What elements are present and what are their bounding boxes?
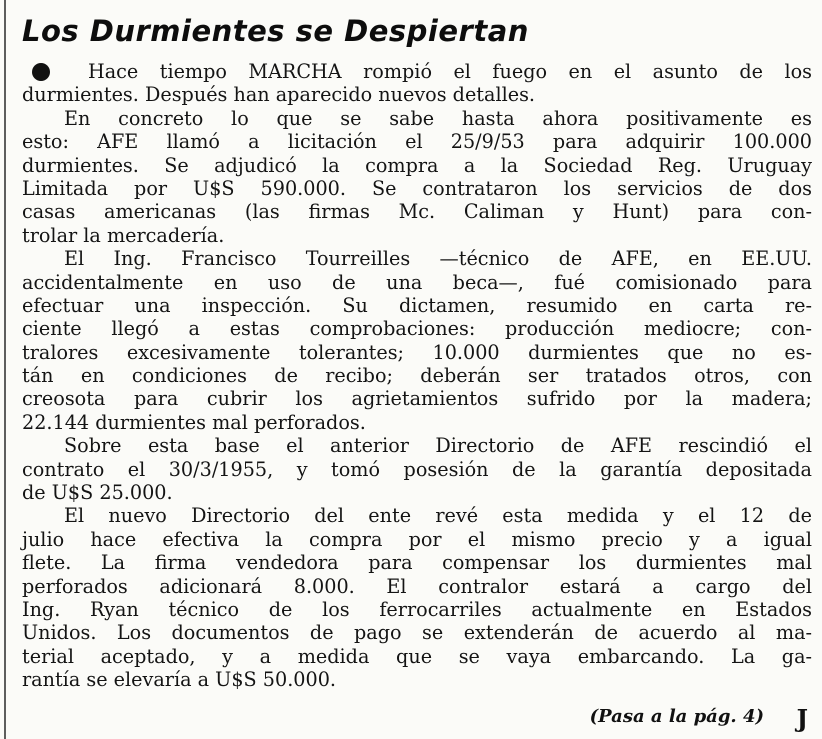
article-line: tralores excesivamente tolerantes; 10.000 durmientes que no es- — [22, 340, 812, 364]
article-line: Unidos. Los documentos de pago se extenderán de acuerdo al ma- — [22, 621, 812, 645]
article-line: El nuevo Directorio del ente revé esta medida y el 12 de — [64, 504, 812, 528]
article-line: durmientes. Se adjudicó la compra a la Sociedad Reg. Uruguay — [22, 153, 812, 177]
article-line: tán en condiciones de recibo; deberán ser tratados otros, con — [22, 364, 812, 388]
article-line: Sobre esta base el anterior Directorio de AFE rescindió el — [64, 434, 812, 458]
article-line: 22.144 durmientes mal perforados. — [22, 410, 366, 434]
article-line: julio hace efectiva la compra por el mismo precio y a igual — [22, 527, 812, 551]
article-line: contrato el 30/3/1955, y tomó posesión de la garantía depositada — [22, 457, 812, 481]
bullet-icon — [32, 63, 50, 81]
article-line: perforados adicionará 8.000. El contralor estará a cargo del — [22, 574, 812, 598]
article-line: Limitada por U$S 590.000. Se contrataron los servicios de dos — [22, 176, 812, 200]
article-line: Hace tiempo MARCHA rompió el fuego en el asunto de los — [22, 60, 812, 83]
article-line: En concreto lo que se sabe hasta ahora positivamente es — [64, 106, 812, 130]
article-line: flete. La firma vendedora para compensar los durmientes mal — [22, 551, 812, 575]
article-line: durmientes. Después han aparecido nuevos detalles. — [22, 83, 536, 107]
article-line: terial aceptado, y a medida que se vaya embarcando. La ga- — [22, 644, 812, 668]
article-line: efectuar una inspección. Su dictamen, resumido en carta re- — [22, 293, 812, 317]
article-line: creosota para cubrir los agrietamientos sufrido por la madera; — [22, 387, 812, 411]
article-line: Ing. Ryan técnico de los ferrocarriles actualmente en Estados — [22, 597, 812, 621]
article-line: rantía se elevaría a U$S 50.000. — [22, 668, 337, 692]
article-line: accidentalmente en uso de una beca—, fué comisionado para — [22, 270, 812, 294]
article-line: El Ing. Francisco Tourreilles —técnico de AFE, en EE.UU. — [64, 247, 812, 271]
article-body — [22, 60, 812, 692]
headline: Los Durmientes se Despiertan — [22, 14, 529, 48]
article-line: ciente llegó a estas comprobaciones: producción mediocre; con- — [22, 317, 812, 341]
column-rule — [4, 0, 6, 739]
article-line: casas americanas (las firmas Mc. Caliman y Hunt) para con- — [22, 200, 812, 224]
article-line: trolar la mercadería. — [22, 223, 225, 247]
article-line: esto: AFE llamó a licitación el 25/9/53 para adquirir 100.000 — [22, 130, 812, 154]
article-line: de U$S 25.000. — [22, 481, 173, 505]
continuation-note: (Pasa a la pág. 4) — [589, 706, 764, 727]
end-mark: J — [796, 704, 808, 733]
